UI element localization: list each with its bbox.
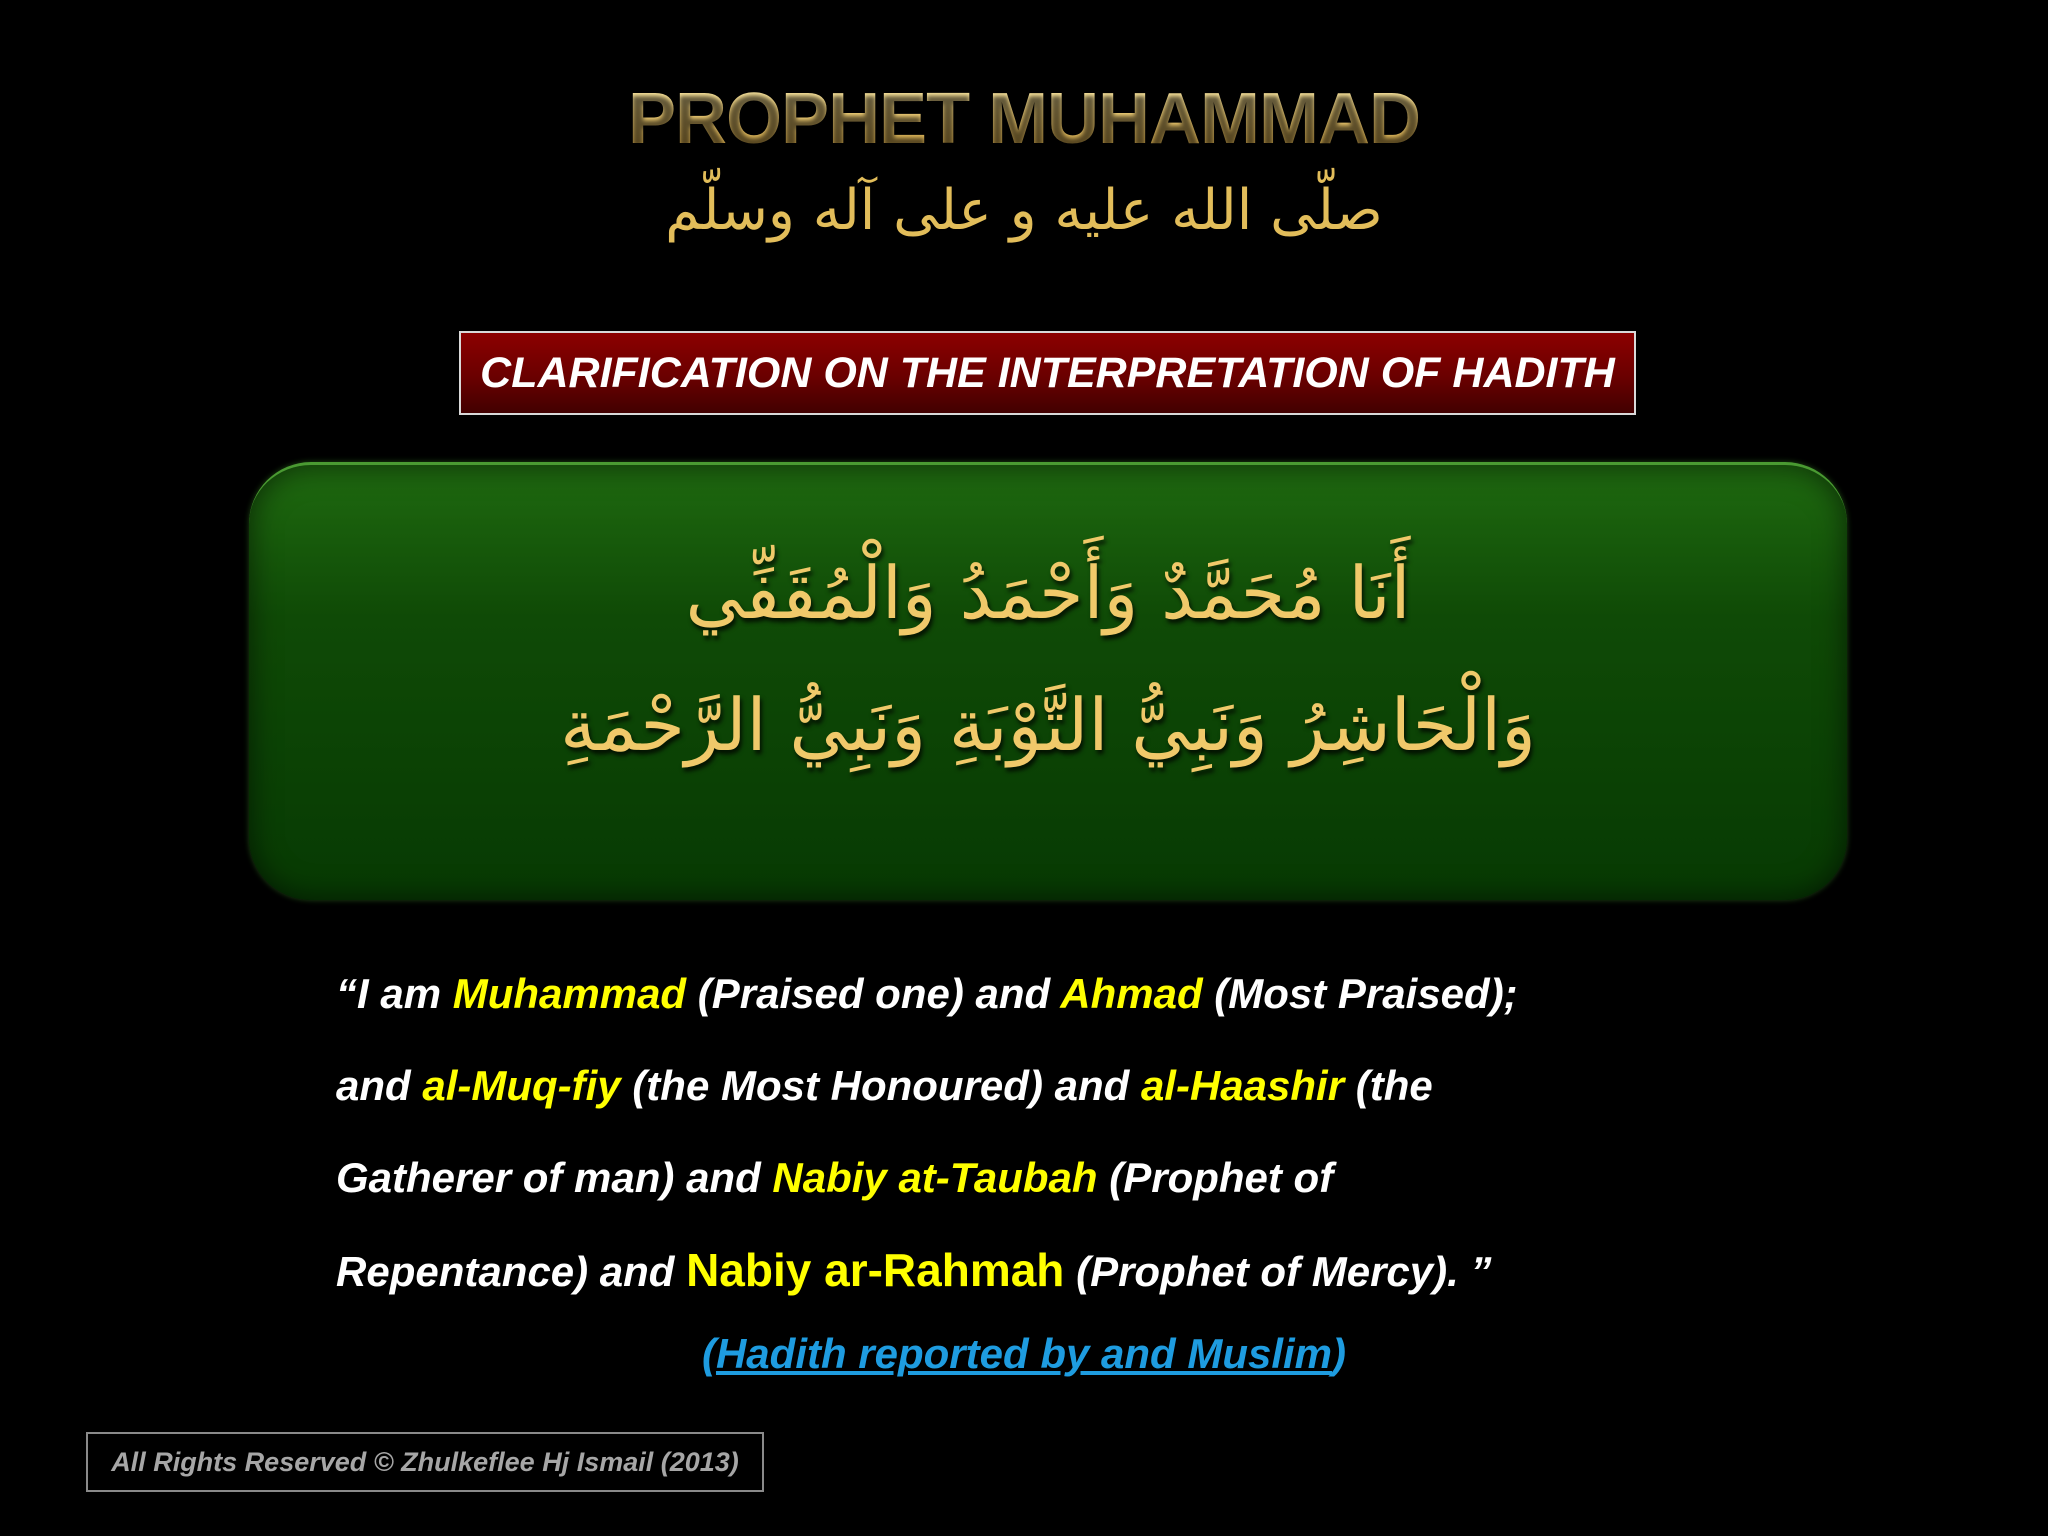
translation-line-1 (336, 948, 1736, 1040)
source-open-paren: ( (701, 1330, 716, 1377)
arabic-blessing: صلّى الله عليه و على آله وسلّم (665, 178, 1383, 243)
section-banner (459, 331, 1636, 415)
text: and (336, 1062, 423, 1109)
name-highlight: al-Muq-fiy (422, 1062, 621, 1109)
name-highlight: Ahmad (1060, 970, 1203, 1017)
translation-quote (336, 948, 1736, 1316)
translation-line-4 (336, 1224, 1736, 1316)
text: Repentance) and (336, 1248, 687, 1295)
text: (the Most Honoured) and (620, 1062, 1141, 1109)
arabic-hadith-line-2: وَالْحَاشِرُ وَنَبِيُّ التَّوْبَةِ وَنَبِيُّ الرَّحْمَةِ (560, 683, 1536, 767)
name-highlight: Nabiy ar-Rahmah (686, 1244, 1065, 1296)
translation-line-3 (336, 1132, 1736, 1224)
name-highlight: al-Haashir (1140, 1062, 1345, 1109)
arabic-hadith-line-1: أَنَا مُحَمَّدٌ وَأَحْمَدُ وَالْمُقَفِّي (685, 551, 1411, 635)
text: (Most Praised); (1202, 970, 1518, 1017)
text: “I am (336, 970, 453, 1017)
text: (Praised one) and (686, 970, 1061, 1017)
text: (Prophet of (1097, 1154, 1334, 1201)
hadith-source (0, 1330, 2048, 1378)
text: (the (1344, 1062, 1433, 1109)
name-highlight: Nabiy at-Taubah (772, 1154, 1098, 1201)
source-close-paren: ) (1332, 1330, 1347, 1377)
arabic-hadith-panel (249, 462, 1847, 900)
name-highlight: Muhammad (452, 970, 687, 1017)
copyright-notice: All Rights Reserved © Zhulkeflee Hj Ismail (2013) (86, 1432, 764, 1492)
translation-line-2 (336, 1040, 1736, 1132)
page-title: PROPHET MUHAMMAD (0, 78, 2048, 160)
text: (Prophet of Mercy). ” (1064, 1248, 1492, 1295)
banner-text: CLARIFICATION ON THE INTERPRETATION OF HADITH (480, 348, 1615, 397)
source-link[interactable]: Hadith reported by and Muslim (715, 1330, 1333, 1377)
text: Gatherer of man) and (336, 1154, 773, 1201)
